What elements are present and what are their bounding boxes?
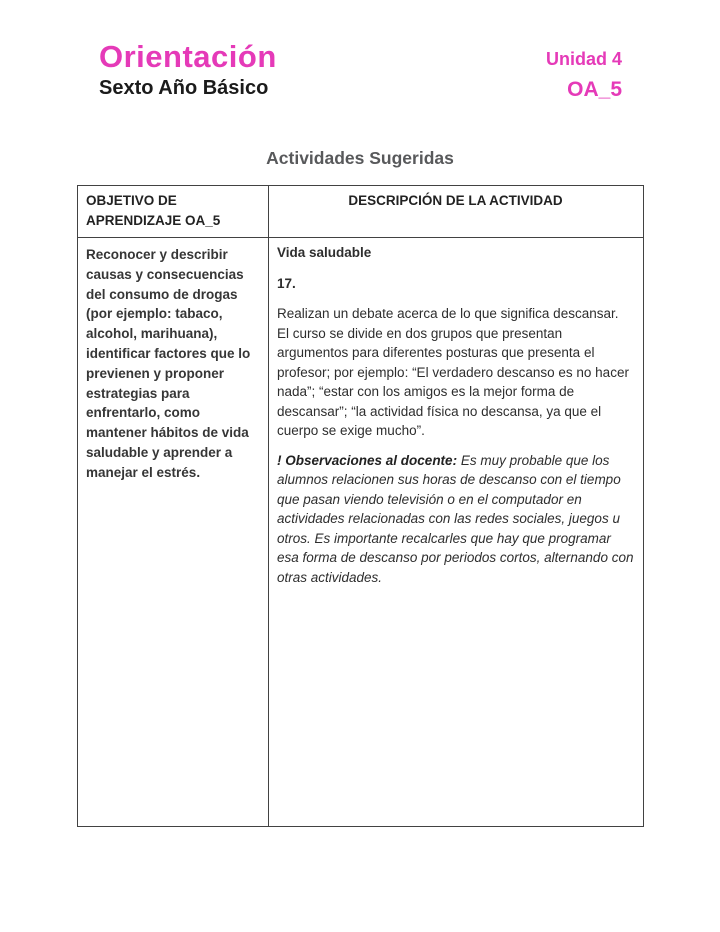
description-cell [269,238,644,827]
section-title: Actividades Sugeridas [266,148,454,168]
grade-title: Sexto Año Básico [99,77,269,99]
objective-column-header: OBJETIVO DE APRENDIZAJE OA_5 [78,186,269,238]
table-header-row [78,186,644,238]
unit-label: Unidad 4 [545,49,622,69]
description-column-header: DESCRIPCIÓN DE LA ACTIVIDAD [269,186,644,238]
activities-table [77,185,644,827]
subject-title: Orientación [99,39,277,74]
activity-number: 17. [277,275,296,291]
objective-cell [78,238,269,827]
teacher-note-label: ! Observaciones al docente: [277,452,458,468]
teacher-note [277,451,634,588]
activity-description: Realizan un debate acerca de lo que significa descansar. El curso se divide en dos grupos que presentan argumentos para diferentes posturas que presenta el profesor; por ejemplo: “El verdadero descanso es no hacer nada”; “estar con los amigos es la mejor forma de descansar”; “la actividad física no descansa, ya que el cuerpo se exige mucho”. [277,306,629,438]
teacher-note-text: Es muy probable que los alumnos relacionen sus horas de descanso con el tiempo que pasan viendo televisión o en el computador en actividades relacionadas con las redes sociales, juegos u otros. Es importante recalcarles que hay que programar esa forma de descanso por periodos cortos, alternando con otras actividades. [277,452,634,585]
document-header-left [99,40,277,100]
learning-objective-text: Reconocer y describir causas y consecuencias del consumo de drogas (por ejemplo: tabaco, alcohol, marihuana), identificar factores que lo previenen y proponer estrategias para enfrentarlo, como mantener hábitos de vida saludable y aprender a manejar el estrés. [86,247,251,480]
activity-category: Vida saludable [277,245,372,260]
table-body-row [78,238,644,827]
oa-code-label: OA_5 [567,78,622,101]
document-header-right [546,48,622,102]
